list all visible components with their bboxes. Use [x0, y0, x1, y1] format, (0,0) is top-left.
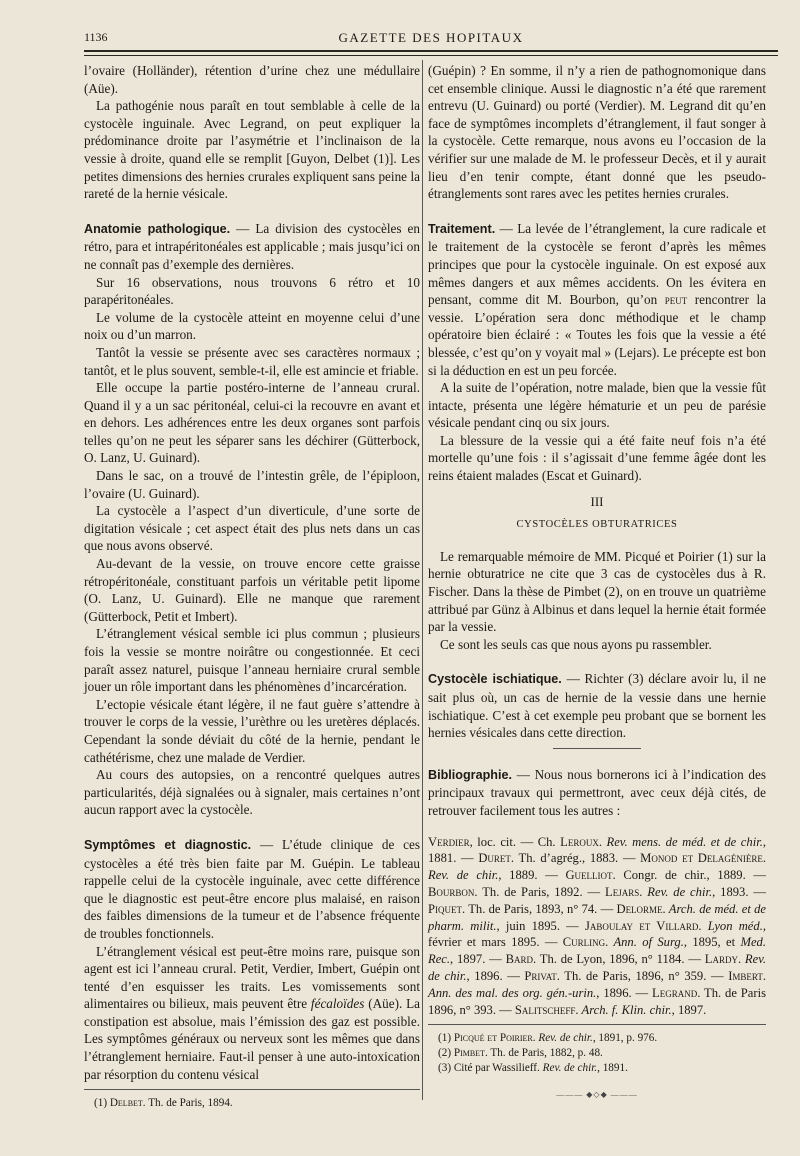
section-bibliographie: Bibliographie. — Nous nous bornerons ici à l’indication des principaux travaux qui permettront, avec ceux déjà cités, de retrouver facilement tous les autres : — [428, 766, 766, 818]
header-rule-thin — [84, 55, 778, 56]
paragraph: Sur 16 observations, nous trouvons 6 rétro et 10 parapéritonéales. — [84, 274, 420, 308]
paragraph: Elle occupe la partie postéro-interne de l’anneau crural. Quand il y a un sac péritonéal, celui-ci la recouvre en avant et en dehors. Les adhérences entre les deux organes sont parfois telles qu’on ne peut les séparer sans les déchirer (Gütterbock, O. Lanz, U. Guinard). — [84, 380, 420, 466]
right-column — [428, 62, 766, 1104]
bibliography-list: Verdier, loc. cit. — Ch. Leroux. Rev. mens. de méd. et de chir., 1881. — Duret. Th. d’agrég., 1883. — Monod et Delagénière. Rev. de chir., 1889. — Guelliot. Congr. de chir., 1889. — Bourbon. Th. de Paris, 1892. — Lejars. Rev. de chir., 1893. — Piquet. Th. de Paris, 1893, n° 74. — Delorme. Arch. de méd. et de pharm. milit., juin 1895. — Jaboulay et Villard. Lyon méd., février et mars 1895. — Curling. Ann. of Surg., 1895, et Med. Rec., 1897. — Bard. Th. de Lyon, 1896, n° 1184. — Lardy. Rev. de chir., 1896. — Privat. Th. de Paris, 1896, n° 359. — Imbert. Ann. des mal. des org. gén.-urin., 1896. — Legrand. Th. de Paris 1896, n° 393. — Salitscheff. Arch. f. Klin. chir., 1897. — [428, 834, 767, 1017]
section-heading: Traitement. — [428, 221, 496, 236]
page-number: 1136 — [84, 30, 108, 44]
paragraph: La cystocèle a l’aspect d’un diverticule, d’une sorte de digitation vésicale ; cet aspect était des plus nets dans un cas que nous avons observé. — [84, 503, 420, 554]
paragraph: Dans le sac, on a trouvé de l’intestin grêle, de l’épiploon, l’ovaire (U. Guinard). — [84, 468, 420, 501]
paragraph: L’étranglement vésical semble ici plus commun ; plusieurs fois la vessie se montre noirâtre ou congestionnée. Et ceci paraît assez naturel, puisque l’anneau herniaire crural semble jouer un rôle important dans les phénomènes d’incarcération. — [84, 626, 420, 695]
paragraph: La blessure de la vessie qui a été faite neuf fois n’a été mortelle qu’une fois : il s’agissait d’une femme âgée dont les reins étaient malades (Escat et Guinard). — [428, 432, 766, 484]
footnote: (1) Picqué et Poirier. Rev. de chir., 1891, p. 976. — [438, 1032, 658, 1045]
section-anatomie: Anatomie pathologique. — La division des cystocèles en rétro, para et intrapéritonéales est applicable ; mais jusqu’ici on ne connaît pas d’exemple des dernières. — [84, 220, 420, 272]
footnote: (2) Pimbet. Th. de Paris, 1882, p. 48. — [438, 1047, 603, 1060]
paragraph: La pathogénie nous paraît en tout semblable à celle de la cystocèle inguinale. Avec Legrand, on peut expliquer la prédominance droite par l’asymétrie et l’inclinaison de la vessie à droite, quand elle se remplit [Guyon, Delbet (1)]. Les petites dimensions des hernies crurales expliquent sans peine la rareté de la hernie vésicale. — [84, 98, 420, 202]
paragraph: Le remarquable mémoire de MM. Picqué et Poirier (1) sur la hernie obturatrice ne cite que 3 cas de cystocèles dus à R. Fischer. Dans la thèse de Pimbet (2), on en trouve un quatrième attribué par Günz à Albinus et dans lequel la hernie était formée par la vessie. — [428, 548, 766, 635]
section-symptomes: Symptômes et diagnostic. — L’étude clinique de ces cystocèles a été très bien faite par M. Guépin. Le tableau rappelle celui de la cystocèle inguinale, avec cette différence que le diagnostic est peut-être encore plus malaisé, en raison des faibles dimensions de la tumeur et de l’absence fréquente de troubles fonctionnels. — [84, 836, 421, 941]
paragraph: l’ovaire (Holländer), rétention d’urine chez une médullaire (Aüe). — [84, 63, 420, 96]
divider — [553, 748, 641, 749]
footnote: (1) Delbet. Th. de Paris, 1894. — [94, 1097, 233, 1110]
paragraph: Ce sont les seuls cas que nous ayons pu rassembler. — [440, 636, 712, 652]
paragraph: L’étranglement vésical est peut-être moins rare, puisque son agent est ici l’anneau crural. Petit, Verdier, Imbert, Guépin ont tenté d’en esquisser les traits. Les vomissements sont alimentaires ou bilieux, mais peuvent être fécaloïdes (Aüe). La constipation est absolue, mais l’émission des gaz est possible. Les symptômes généraux ou nerveux sont les mêmes que dans l’étranglement herniaire. Faut-il penser à une auto-intoxication par résorption du contenu vésical — [84, 943, 420, 1082]
paragraph: (Guépin) ? En somme, il n’y a rien de pathognomonique dans cet ensemble clinique. Aussi le diagnostic n’a été que rarement entrevu (U. Guinard) ou porté (Verdier). M. Legrand dit qu’en face de symptômes incomplets d’étranglement, il faut songer à la cystocèle. Cette remarque, nous avons eu l’occasion de la vérifier sur une malade de M. le professeur Decès, et il y aurait lieu d’en tenir compte, étant donné que les pseudo-étranglements sont rares avec les petites hernies crurales. — [428, 63, 766, 202]
paragraph: Le volume de la cystocèle atteint en moyenne celui d’une noix ou d’un marron. — [84, 309, 420, 343]
paragraph: Au-devant de la vessie, on trouve encore cette graisse rétropéritonéale, constituant parfois un véritable petit lipome (O. Lanz, U. Guinard). Elle ne manque que rarement (Gütterbock, Petit et Imbert). — [84, 556, 420, 624]
section-heading: Symptômes et diagnostic. — [84, 837, 252, 852]
footnote: (3) Cité par Wassilieff. Rev. de chir., 1891. — [438, 1062, 628, 1075]
left-column — [84, 62, 420, 1111]
section-heading: Anatomie pathologique. — [84, 221, 231, 236]
section-heading: Bibliographie. — [428, 767, 512, 782]
end-ornament: ——— ◆◇◆ ——— — [556, 1090, 638, 1100]
section-number: III — [590, 493, 604, 509]
paragraph: L’ectopie vésicale étant légère, il ne faut guère s’attendre à trouver le corps de la vessie, l’urèthre ou les uretères déplacés. Cependant la sonde déviait du côté de la hernie, pendant le cathétérisme, chez une malade de Verdier. — [84, 696, 420, 765]
footnote-rule — [428, 1024, 766, 1025]
paragraph: Au cours des autopsies, on a rencontré quelques autres particularités, déjà signalées ou à signaler, mais certaines n’ont aucun rapport avec la cystocèle. — [84, 767, 420, 818]
section-ischiatique: Cystocèle ischiatique. — Richter (3) déclare avoir lu, il ne sait plus où, un cas de hernie de la vessie dans une hernie ischiatique. C’est à cet exemple peu probant que se bornent les hernies vésicales dans cette direction. — [428, 671, 766, 741]
section-title: CYSTOCÈLES OBTURATRICES — [516, 519, 678, 531]
paragraph: Tantôt la vessie se présente avec ses caractères normaux ; tantôt, et le plus souvent, semble-t-il, elle est amincie et friable. — [84, 344, 420, 378]
section-heading: Cystocèle ischiatique. — [428, 672, 562, 687]
page-header — [84, 30, 778, 48]
paragraph: A la suite de l’opération, notre malade, bien que la vessie fût intacte, présenta une légère hématurie et un peu de parésie vésicale pendant cinq ou six jours. — [428, 380, 766, 431]
header-rule-thick — [84, 50, 778, 52]
section-traitement: Traitement. — La levée de l’étranglement, la cure radicale et le traitement de la cystocèle se feront d’après les mêmes principes que pour la cystocèle inguinale. On est exposé aux mêmes dangers et aux mêmes accidents. On les évitera en pensant, comme dit M. Bourbon, qu’on peut rencontrer la vessie. L’opération sera donc méthodique et le champ opératoire bien éclairé : « Toutes les fois que la vessie a été blessée, c’est qu’on y voyait mal » (Lejars). Le précepte est bon si la déduction en est un peu forcée. — [428, 220, 767, 378]
journal-title: GAZETTE DES HOPITAUX — [338, 30, 524, 45]
column-separator — [422, 60, 423, 1100]
footnote-rule — [84, 1089, 420, 1090]
